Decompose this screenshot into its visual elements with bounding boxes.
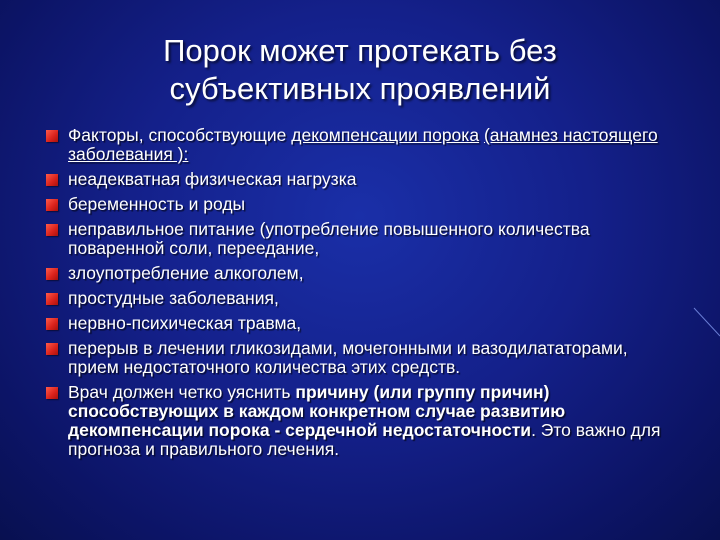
item-text: злоупотребление алкоголем, xyxy=(68,263,304,283)
bullet-square-icon xyxy=(46,174,58,186)
decorative-streak xyxy=(690,300,720,340)
bullet-square-icon xyxy=(46,293,58,305)
item-prefix: Факторы, способствующие xyxy=(68,125,292,145)
slide-title-line-2: субъективных проявлений xyxy=(169,71,551,106)
bullet-square-icon xyxy=(46,224,58,236)
bullet-square-icon xyxy=(46,343,58,355)
list-item xyxy=(46,383,676,459)
list-item xyxy=(46,170,676,189)
link-anamnesis[interactable]: (анамнез настоящего заболевания ): xyxy=(68,125,658,164)
item-suffix: . Это важно для прогноза и правильного лечения. xyxy=(68,420,661,459)
list-item xyxy=(46,220,676,258)
bullet-square-icon xyxy=(46,318,58,330)
slide-title xyxy=(60,32,660,108)
item-emphasis: причину (или группу причин) способствующих в каждом конкретном случае развитию декомпенсации порока - сердечной недостаточности xyxy=(68,382,566,440)
list-item xyxy=(46,126,676,164)
item-text: неадекватная физическая нагрузка xyxy=(68,169,357,189)
list-item xyxy=(46,264,676,283)
bullet-list xyxy=(46,126,676,465)
bullet-square-icon xyxy=(46,268,58,280)
slide-title-line-1: Порок может протекать без xyxy=(163,33,557,68)
list-item xyxy=(46,339,676,377)
list-item xyxy=(46,195,676,214)
bullet-square-icon xyxy=(46,199,58,211)
item-text: нервно-психическая травма, xyxy=(68,313,302,333)
link-decompensation[interactable]: декомпенсации порока xyxy=(291,125,480,145)
item-text: простудные заболевания, xyxy=(68,288,279,308)
list-item xyxy=(46,289,676,308)
list-item xyxy=(46,314,676,333)
item-text: беременность и роды xyxy=(68,194,246,214)
item-text: перерыв в лечении гликозидами, мочегонными и вазодилататорами, прием недостаточного количества этих средств. xyxy=(68,338,628,377)
item-prefix: Врач должен четко уяснить xyxy=(68,382,296,402)
bullet-square-icon xyxy=(46,387,58,399)
item-text: неправильное питание (употребление повышенного количества поваренной соли, переедание, xyxy=(68,219,590,258)
bullet-square-icon xyxy=(46,130,58,142)
